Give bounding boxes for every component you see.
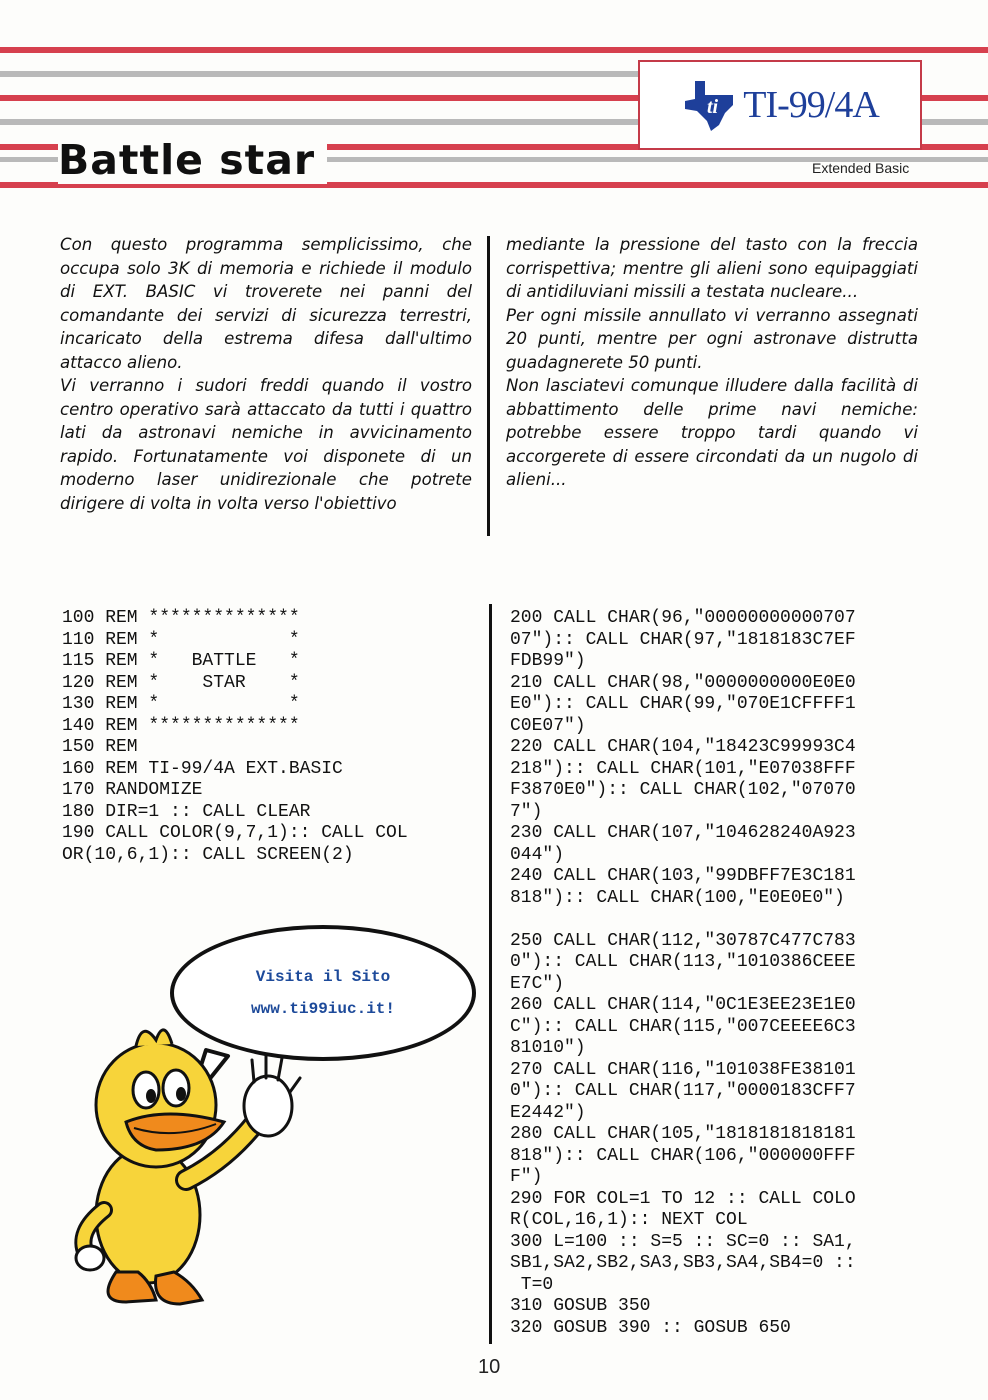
intro-paragraph: Non lasciatevi comunque illudere dalla facilità di abbattimento delle prime navi nemiche: potrebbe essere troppo tardi quando vi accorgerete di essere circondati da un nugolo di alieni... (506, 376, 918, 489)
bubble-line-1: Visita il Sito (255, 968, 391, 986)
code-listing-right: 200 CALL CHAR(96,"00000000000707 07"):: CALL CHAR(97,"1818183C7EF FDB99") 210 CALL CHAR(98,"0000000000E0E0 E0"):: CALL CHAR(99,"070E1CFFFF1 C0E07") 220 CALL CHAR(104,"18423C99993C4 218"):: CALL CHAR(101,"E07038FFF F3870E0"):: CALL CHAR(102,"07070 7") 230 CALL CHAR(107,"104628240A923 044") 240 CALL CHAR(103,"99DBFF7E3C181 818"):: CALL CHAR(100,"E0E0E0") 250 CALL CHAR(112,"30787C477C783 0"):: CALL CHAR(113,"1010386CEEE E7C") 260 CALL CHAR(114,"0C1E3EE23E1E0 C"):: CALL CHAR(115,"007CEEEE6C3 81010") 270 CALL CHAR(116,"101038FE38101 0"):: CALL CHAR(117,"0000183CFF7 E2442") 280 CALL CHAR(105,"1818181818181 818"):: CALL CHAR(106,"000000FFF F") 290 FOR COL=1 TO 12 :: CALL COLO R(COL,16,1):: NEXT COL 300 L=100 :: S=5 :: SC=0 :: SA1, SB1,SA2,SB2,SA3,SB3,SA4,SB4=0 :: T=0 310 GOSUB 350 320 GOSUB 390 :: GOSUB 650 (510, 608, 856, 1338)
ti-logo-box (638, 60, 922, 150)
intro-paragraph: Con questo programma semplicissimo, che occupa solo 3K di memoria e richiede il modulo di EXT. BASIC vi troverete nei panni del comandante dei servizi di sicurezza terrestri, incaricato della estrema difesa dall'ultimo attacco alieno. (60, 235, 472, 372)
column-divider (487, 236, 490, 536)
code-listing-left: 100 REM ************** 110 REM * * 115 REM * BATTLE * 120 REM * STAR * 130 REM * * 140 REM ************** 150 REM 160 REM TI-99/4A EXT.BASIC 170 RANDOMIZE 180 DIR=1 :: CALL CLEAR 190 CALL COLOR(9,7,1):: CALL COL OR(10,6,1):: CALL SCREEN(2) (62, 608, 408, 865)
intro-paragraph: mediante la pressione del tasto con la freccia corrispettiva; mentre gli alieni sono equipaggiati di antidiluviani missili a testata nucleare... (506, 235, 918, 301)
page-number: 10 (478, 1356, 501, 1378)
intro-column-right (506, 233, 918, 492)
intro-paragraph: Per ogni missile annullato vi verranno assegnati 20 punti, mentre per ogni astronave distrutta guadagnerete 50 punti. (506, 305, 918, 372)
logo-text: TI-99/4A (743, 84, 879, 126)
code-divider (489, 604, 492, 1344)
intro-paragraph: Vi verranno i sudori freddi quando il vostro centro operativo sarà attaccato da tutti i quattro lati da astronavi nemiche in avvicinamento rapido. Fortunatamente voi disponete di un moderno laser unidirezionale che potrete dirigere di volta in volta verso l'obiettivo (60, 376, 472, 513)
svg-text:ti: ti (707, 96, 719, 118)
duck-mascot-icon (56, 1010, 316, 1310)
page-subtitle: Extended Basic (812, 160, 910, 176)
intro-column-left (60, 233, 472, 515)
texas-instruments-logo-icon (681, 77, 737, 133)
bubble-line-2: www.ti99iuc.it! (250, 1000, 396, 1018)
page-title: Battle star (58, 136, 327, 184)
